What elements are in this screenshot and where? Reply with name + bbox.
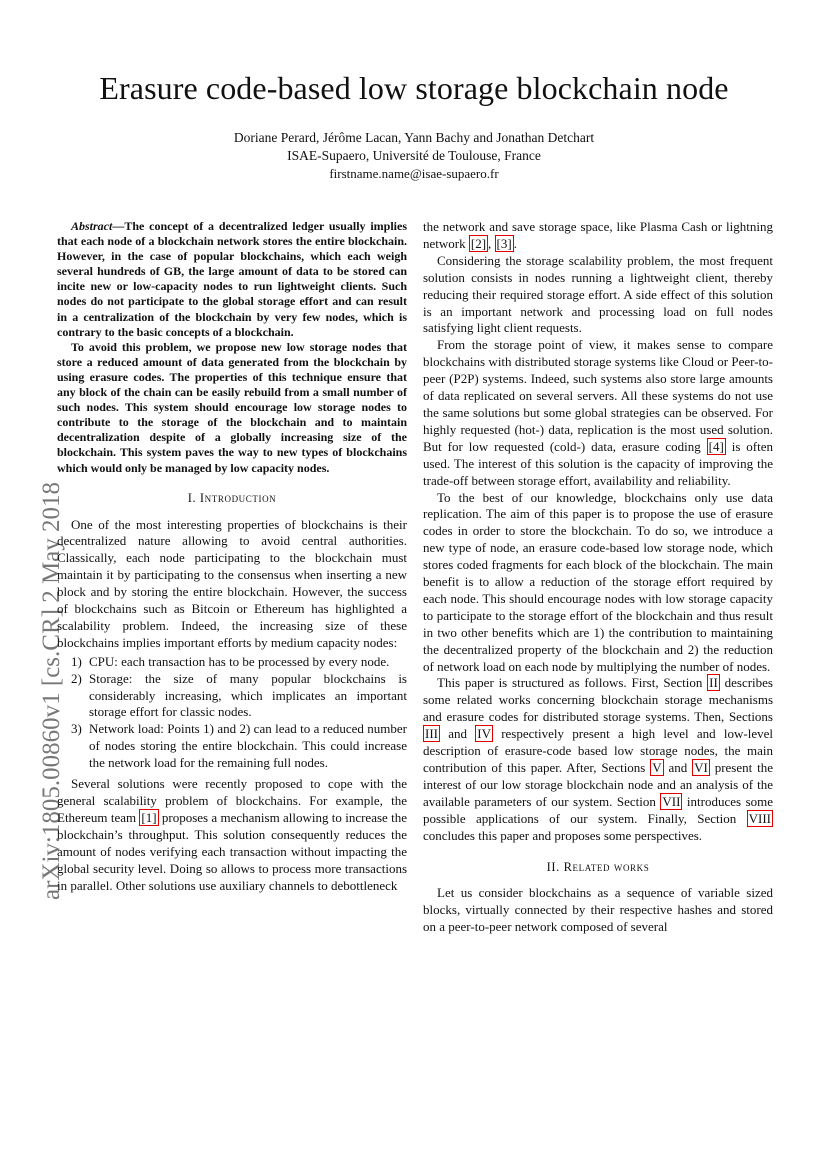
paper-email: firstname.name@isae-supaero.fr xyxy=(329,166,499,181)
abstract-lead: Abstract xyxy=(71,219,113,233)
section-heading-related-works: II. Related works xyxy=(546,859,650,874)
intro-paragraph-2: Several solutions were recently proposed to cope with the general scalability problem of blockchains. For example, the Ethereum team [1] proposes a mechanism allowing to increase the blockchain’s throughput. This solution consequently reduces the amount of nodes verifying each transaction without impacting the global security level. Doing so allows to process more transactions in parallel. Other solutions use auxiliary channels to debottleneck xyxy=(57,776,407,893)
intro-paragraph-7: This paper is structured as follows. First, Section II describes some related works concerning blockchain storage mechanisms and erasure codes for distributed storage systems. Then, Sections III and IV respectively present a high level and low-level description of erasure-code based low storage nodes, the main contribution of this paper. After, Sections V and VI present the interest of our low storage blockchain node and an analysis of the available parameters of our system. Section VII introduces some possible applications of our system. Finally, Section VIII concludes this paper and proposes some perspectives. xyxy=(423,675,774,843)
section-link[interactable]: V xyxy=(652,760,662,775)
citation-link[interactable]: [2] xyxy=(470,235,487,251)
citation-link[interactable]: [1] xyxy=(141,809,157,825)
abstract-paragraph-1: Abstract—The concept of a decentralized ledger usually implies that each node of a blockchain network stores the entire blockchain. However, in the case of popular blockchains, which each weigh several hundreds of GB, the large amount of data to be stored can incite new or low-capacity nodes to run lightweight clients. Such nodes do not participate to the global storage effort and can result in a centralization of the blockchain by very few nodes, which is contrary to the basic concepts of a blockchain. xyxy=(57,219,407,339)
list-item: 2) Storage: the size of many popular blockchains is considerably increasing, which implicates an important storage effort for classic nodes. xyxy=(71,670,407,720)
intro-paragraph-5: From the storage point of view, it makes sense to compare blockchains with distributed storage systems like Cloud or Peer-to-peer (P2P) systems. Indeed, such systems also store large amounts of data replicated on several servers. All these systems do not use the same solutions but some global strategies can be observed. For highly requested (hot-) data, replication is the most used solution. But for low requested (cold-) data, erasure coding [4] is often used. The interest of this solution is the capacity of improving the trade-off between storage effort, availability and reliability. xyxy=(423,337,773,488)
intro-paragraph-4: Considering the storage scalability problem, the most frequent solution consists in nodes running a lightweight client, thereby reducing their required storage effort. A side effect of this solution is an important network and processing load on full nodes satisfying light client requests. xyxy=(423,252,773,336)
intro-paragraph-1: One of the most interesting properties of blockchains is their decentralized nature allowing to avoid central authorities. Classically, each node participating to the blockchain must maintain it by participating to the consensus when inserting a new block and by storing the entire blockchain. However, the success of blockchains such as Bitcoin or Ethereum has highlighted a scalability problem. Indeed, the increasing size of these blockchains implies important efforts by medium capacity nodes: xyxy=(57,516,407,650)
citation-link[interactable]: [3] xyxy=(496,235,512,251)
left-column xyxy=(57,219,407,894)
arxiv-id: arXiv:1805.00860v1 [cs.CR] 2 May 2018 xyxy=(38,481,65,900)
section-link[interactable]: VIII xyxy=(748,810,771,826)
intro-paragraph-6: To the best of our knowledge, blockchains only use data replication. The aim of this paper is to propose the use of erasure codes in order to store the blockchain. To do so, we introduce a new type of node, an erasure code-based low storage node, which stores coded fragments for each block of the blockchain. The main benefit is to allow a reduction of the storage effort required by each node. This should encourage nodes with low storage capacity to participate to the storage effort of the blockchain and thus result in two other benefits which are 1) the contribution to maintaining the decentralized property of the blockchain and 2) the reduction of network load on each node by multiplying the number of nodes. xyxy=(423,489,773,674)
paper-authors: Doriane Perard, Jérôme Lacan, Yann Bachy and Jonathan Detchart xyxy=(233,130,595,145)
section-link[interactable]: VII xyxy=(662,793,681,809)
list-item: 3) Network load: Points 1) and 2) can lead to a reduced number of nodes storing the entire blockchain. This could increase the network load for the remaining full nodes. xyxy=(71,721,407,771)
abstract xyxy=(57,219,407,476)
right-column xyxy=(423,219,773,936)
section-link[interactable]: VI xyxy=(694,760,708,775)
related-works-paragraph-1: Let us consider blockchains as a sequence of variable sized blocks, virtually connected by their respective hashes and stored on a peer-to-peer network composed of several xyxy=(423,885,773,935)
abstract-paragraph-2: To avoid this problem, we propose new low storage nodes that store a reduced amount of data generated from the blockchain by using erasure codes. The properties of this technique ensure that any block of the chain can be easily rebuild from a small number of such nodes. This system should encourage low storage nodes to contribute to the storage of the blockchain and to maintain decentralization despite of a globally increasing size of the blockchain. This system paves the way to new types of blockchains which would only be managed by low capacity nodes. xyxy=(57,339,407,475)
paper-affiliation: ISAE-Supaero, Université de Toulouse, France xyxy=(287,148,541,163)
intro-list xyxy=(57,654,407,772)
section-link[interactable]: IV xyxy=(477,726,491,742)
section-link[interactable]: III xyxy=(425,726,438,742)
intro-paragraph-3: the network and save storage space, like Plasma Cash or lightning network [2] , [3] . xyxy=(423,219,773,251)
section-heading-introduction: I. Introduction xyxy=(187,490,277,505)
citation-link[interactable]: [4] xyxy=(708,438,724,454)
section-link[interactable]: II xyxy=(709,675,718,691)
paper-title: Erasure code-based low storage blockchain node xyxy=(99,70,729,106)
list-item: 1) CPU: each transaction has to be processed by every node. xyxy=(71,653,390,669)
